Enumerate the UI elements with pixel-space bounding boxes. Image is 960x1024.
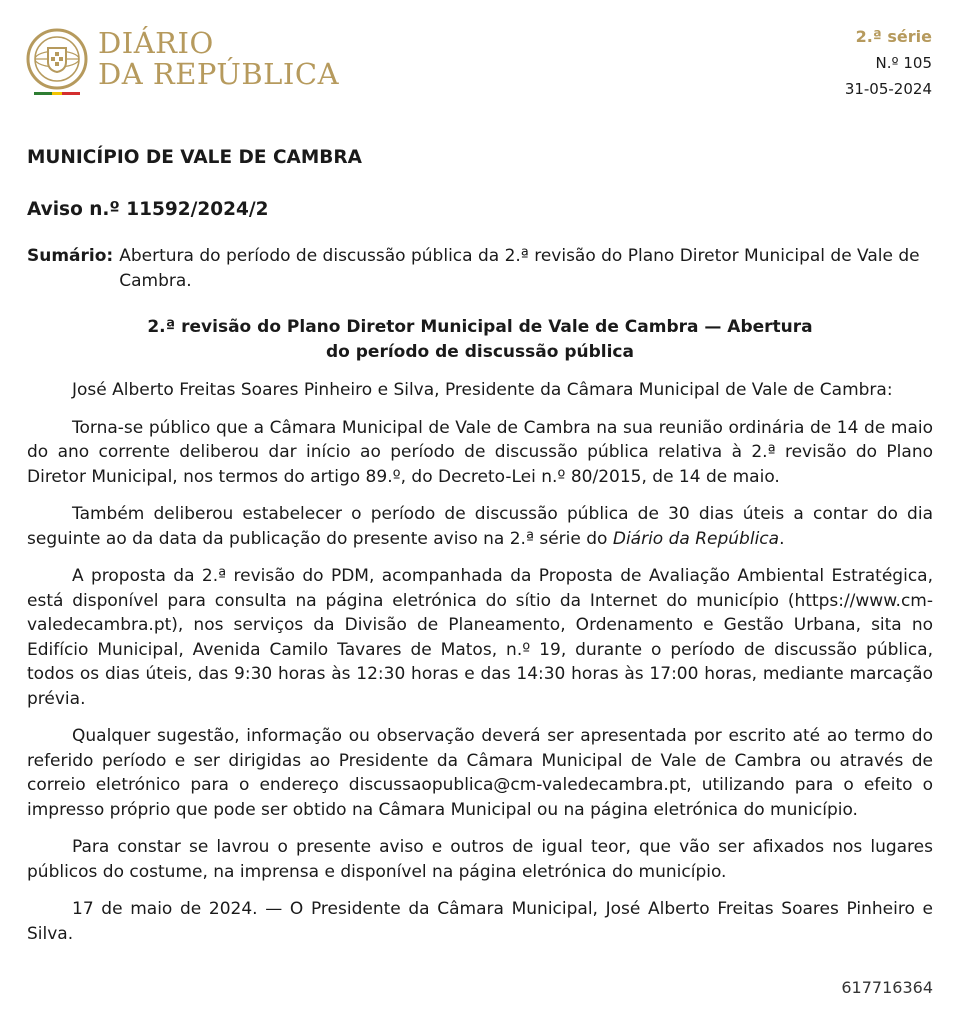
title-line2: do período de discussão pública <box>326 341 634 362</box>
brand-line2: DA REPÚBLICA <box>98 57 340 91</box>
brand-line1: DIÁRIO <box>98 26 214 60</box>
paragraph-3-italic: Diário da República <box>612 528 780 549</box>
publication-date: 31-05-2024 <box>844 80 932 98</box>
title-line1: 2.ª revisão do Plano Diretor Municipal de Vale de Cambra — Abertura <box>147 317 813 337</box>
paragraph-5: Qualquer sugestão, informação ou observação deverá ser apresentada por escrito até ao termo do referido período e ser dirigidas ao Presidente da Câmara Municipal de Vale de Cambra ou através de correio eletrónico para o endereço discussaopublica@cm-valedecambra.pt, utilizando para o efeito o impresso próprio que pode ser obtido na Câmara Municipal ou na página eletrónica do município. <box>27 726 933 820</box>
coat-of-arms-icon <box>26 28 88 90</box>
summary-label: Sumário: <box>27 246 114 266</box>
paragraph-3-end: . <box>779 528 785 549</box>
summary-text: Abertura do período de discussão pública da 2.ª revisão do Plano Diretor Municipal de Vale de Cambra. <box>119 246 920 291</box>
summary <box>27 244 933 293</box>
document-body <box>27 146 933 959</box>
flag-stripe <box>34 92 80 95</box>
paragraph-1: José Alberto Freitas Soares Pinheiro e Silva, Presidente da Câmara Municipal de Vale de Cambra: <box>72 380 893 400</box>
brand-name <box>98 28 339 90</box>
serie-label: 2.ª série <box>855 27 932 46</box>
paragraph-6: Para constar se lavrou o presente aviso e outros de igual teor, que vão ser afixados nos lugares públicos do costume, na imprensa e disponível na página eletrónica do município. <box>27 837 933 882</box>
paragraph-3 <box>27 502 933 551</box>
paragraph-3-text: Também deliberou estabelecer o período de discussão pública de 30 dias úteis a contar do dia seguinte ao da data da publicação do presente aviso na 2.ª série do <box>27 504 933 549</box>
paragraph-7: 17 de maio de 2024. — O Presidente da Câmara Municipal, José Alberto Freitas Soares Pinheiro e Silva. <box>27 899 933 944</box>
paragraph-4: A proposta da 2.ª revisão do PDM, acompanhada da Proposta de Avaliação Ambiental Estratégica, está disponível para consulta na página eletrónica do sítio da Internet do município (https://www.cm-valedecambra.pt), nos serviços da Divisão de Planeamento, Ordenamento e Gestão Urbana, sita no Edifício Municipal, Avenida Camilo Tavares de Matos, n.º 19, durante o período de discussão pública, todos os dias úteis, das 9:30 horas às 12:30 horas e das 14:30 horas às 17:00 horas, mediante marcação prévia. <box>27 566 933 709</box>
entity-heading: MUNICÍPIO DE VALE DE CAMBRA <box>27 147 362 168</box>
issue-number: N.º 105 <box>875 54 932 72</box>
aviso-number: Aviso n.º 11592/2024/2 <box>27 198 269 220</box>
page-header <box>0 0 960 110</box>
publication-meta <box>845 24 932 102</box>
document-title <box>27 315 933 364</box>
paragraph-2: Torna-se público que a Câmara Municipal de Vale de Cambra na sua reunião ordinária de 14 de maio do ano corrente deliberou dar início ao período de discussão pública relativa à 2.ª revisão do Plano Diretor Municipal, nos termos do artigo 89.º, do Decreto-Lei n.º 80/2015, de 14 de maio. <box>27 417 933 487</box>
document-id: 617716364 <box>841 978 933 997</box>
